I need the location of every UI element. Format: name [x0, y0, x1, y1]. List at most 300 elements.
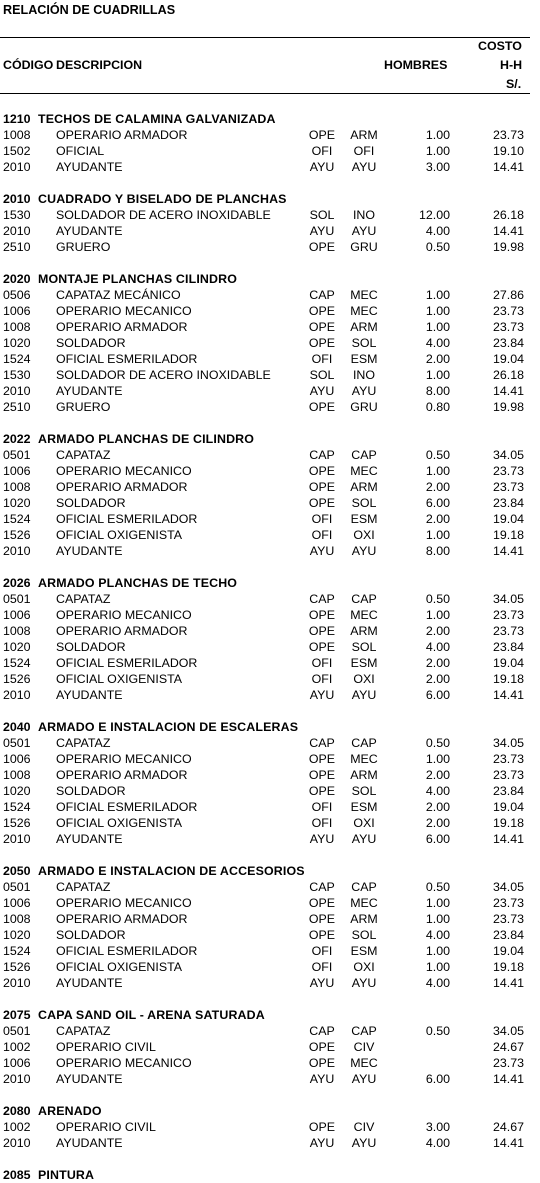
crew-group	[0, 575, 540, 719]
table-row	[0, 351, 540, 367]
row-subtype: OXI	[353, 672, 375, 686]
row-description: AYUDANTE	[56, 832, 123, 846]
row-hombres: 1.00	[425, 128, 450, 142]
row-code: 1008	[3, 768, 31, 782]
crew-group	[0, 1167, 540, 1183]
row-costo: 19.04	[492, 352, 524, 366]
table-row	[0, 895, 540, 911]
row-description: OFICIAL OXIGENISTA	[56, 672, 182, 686]
row-type: OFI	[311, 352, 333, 366]
row-costo: 24.67	[492, 1040, 524, 1054]
row-type: OPE	[308, 624, 336, 638]
row-costo: 23.84	[492, 640, 524, 654]
row-code: 1006	[3, 608, 31, 622]
group-title: CAPA SAND OIL - ARENA SATURADA	[38, 1008, 265, 1022]
row-hombres: 0.50	[425, 736, 450, 750]
row-code: 1008	[3, 912, 31, 926]
row-hombres: 1.00	[425, 320, 450, 334]
row-subtype: MEC	[350, 304, 378, 318]
row-hombres: 4.00	[425, 224, 450, 238]
row-type: CAP	[309, 288, 335, 302]
row-description: CAPATAZ	[56, 880, 111, 894]
row-costo: 19.04	[492, 512, 524, 526]
row-subtype: INO	[352, 208, 376, 222]
table-row	[0, 463, 540, 479]
row-subtype: ESM	[350, 512, 378, 526]
row-subtype: ARM	[350, 320, 378, 334]
row-hombres: 2.00	[425, 672, 450, 686]
row-code: 1020	[3, 336, 31, 350]
row-hombres: 6.00	[425, 832, 450, 846]
row-costo: 14.41	[492, 976, 524, 990]
row-code: 1008	[3, 624, 31, 638]
row-costo: 34.05	[492, 736, 524, 750]
table-row	[0, 511, 540, 527]
row-subtype: AYU	[351, 160, 377, 174]
group-header	[0, 1167, 540, 1183]
table-row	[0, 527, 540, 543]
row-costo: 23.84	[492, 496, 524, 510]
header-costo-line2: H-H	[500, 58, 523, 72]
group-code: 2075	[3, 1008, 31, 1022]
row-type: OFI	[311, 528, 333, 542]
row-hombres: 0.50	[425, 1024, 450, 1038]
row-hombres: 4.00	[425, 928, 450, 942]
table-row	[0, 1023, 540, 1039]
row-description: OPERARIO MECANICO	[56, 608, 192, 622]
row-description: SOLDADOR DE ACERO INOXIDABLE	[56, 208, 271, 222]
row-type: OFI	[311, 800, 333, 814]
row-costo: 23.73	[492, 128, 524, 142]
row-hombres: 2.00	[425, 352, 450, 366]
table-row	[0, 959, 540, 975]
row-description: OFICIAL ESMERILADOR	[56, 352, 198, 366]
row-hombres: 1.00	[425, 368, 450, 382]
row-costo: 19.04	[492, 800, 524, 814]
row-hombres: 1.00	[425, 464, 450, 478]
row-costo: 23.84	[492, 784, 524, 798]
row-costo: 19.98	[492, 240, 524, 254]
table-row	[0, 1135, 540, 1151]
row-code: 1526	[3, 960, 31, 974]
row-code: 1526	[3, 528, 31, 542]
row-description: OFICIAL OXIGENISTA	[56, 528, 182, 542]
row-subtype: ESM	[350, 656, 378, 670]
row-subtype: CAP	[351, 448, 377, 462]
row-hombres: 1.00	[425, 608, 450, 622]
row-subtype: SOL	[351, 928, 377, 942]
row-code: 2010	[3, 160, 31, 174]
row-costo: 23.73	[492, 464, 524, 478]
row-subtype: CIV	[353, 1120, 375, 1134]
row-description: CAPATAZ	[56, 736, 111, 750]
row-costo: 26.18	[492, 208, 524, 222]
row-type: OFI	[311, 656, 333, 670]
table-row	[0, 975, 540, 991]
table-row	[0, 911, 540, 927]
table-row	[0, 383, 540, 399]
table-row	[0, 1071, 540, 1087]
row-code: 2010	[3, 688, 31, 702]
row-type: OPE	[308, 784, 336, 798]
row-costo: 34.05	[492, 592, 524, 606]
row-type: OPE	[308, 896, 336, 910]
row-subtype: INO	[352, 368, 376, 382]
row-type: AYU	[309, 832, 335, 846]
table-row	[0, 751, 540, 767]
header-top-rule	[0, 37, 530, 38]
row-hombres: 6.00	[425, 1072, 450, 1086]
table-row	[0, 1055, 540, 1071]
row-hombres: 1.00	[425, 288, 450, 302]
group-title: ARMADO E INSTALACION DE ESCALERAS	[38, 720, 299, 734]
group-header	[0, 719, 540, 735]
row-costo: 19.10	[492, 144, 524, 158]
row-costo: 19.18	[492, 528, 524, 542]
group-title: ARMADO E INSTALACION DE ACCESORIOS	[38, 864, 305, 878]
table-row	[0, 367, 540, 383]
row-hombres: 8.00	[425, 384, 450, 398]
row-code: 2010	[3, 832, 31, 846]
row-type: OPE	[308, 768, 336, 782]
table-row	[0, 815, 540, 831]
table-row	[0, 143, 540, 159]
table-row	[0, 127, 540, 143]
row-hombres: 6.00	[425, 688, 450, 702]
row-subtype: GRU	[350, 240, 378, 254]
table-row	[0, 303, 540, 319]
row-subtype: ARM	[350, 912, 378, 926]
row-description: OFICIAL OXIGENISTA	[56, 816, 182, 830]
row-type: OFI	[311, 944, 333, 958]
crew-group	[0, 1007, 540, 1103]
row-code: 1524	[3, 656, 31, 670]
row-type: OPE	[308, 640, 336, 654]
row-code: 1020	[3, 784, 31, 798]
header-costo-line3: S/.	[506, 77, 522, 91]
group-spacer	[0, 255, 540, 271]
row-code: 1002	[3, 1040, 31, 1054]
crew-group	[0, 1103, 540, 1167]
row-code: 2010	[3, 544, 31, 558]
row-description: OPERARIO MECANICO	[56, 304, 192, 318]
row-code: 1020	[3, 928, 31, 942]
row-type: SOL	[309, 208, 335, 222]
group-code: 2022	[3, 432, 31, 446]
row-hombres: 4.00	[425, 784, 450, 798]
row-subtype: MEC	[350, 1056, 378, 1070]
row-description: OPERARIO CIVIL	[56, 1120, 156, 1134]
row-hombres: 0.50	[425, 592, 450, 606]
row-description: AYUDANTE	[56, 976, 123, 990]
row-costo: 23.73	[492, 624, 524, 638]
table-row	[0, 287, 540, 303]
row-code: 1526	[3, 816, 31, 830]
row-subtype: CAP	[351, 1024, 377, 1038]
table-row	[0, 591, 540, 607]
header-codigo: CÓDIGO	[3, 58, 54, 72]
row-type: CAP	[309, 880, 335, 894]
row-costo: 23.73	[492, 304, 524, 318]
row-description: SOLDADOR	[56, 784, 126, 798]
row-description: SOLDADOR	[56, 496, 126, 510]
row-subtype: MEC	[350, 608, 378, 622]
row-type: OPE	[308, 1040, 336, 1054]
row-code: 1008	[3, 480, 31, 494]
row-hombres: 6.00	[425, 496, 450, 510]
row-code: 1530	[3, 368, 31, 382]
row-type: OPE	[308, 1056, 336, 1070]
row-code: 1006	[3, 304, 31, 318]
row-subtype: OXI	[353, 816, 375, 830]
group-header	[0, 1103, 540, 1119]
row-code: 2010	[3, 224, 31, 238]
table-row	[0, 639, 540, 655]
row-code: 2510	[3, 400, 31, 414]
table-row	[0, 239, 540, 255]
row-hombres: 2.00	[425, 480, 450, 494]
row-hombres: 2.00	[425, 624, 450, 638]
group-spacer	[0, 559, 540, 575]
group-spacer	[0, 1151, 540, 1167]
table-row	[0, 927, 540, 943]
table-row	[0, 399, 540, 415]
table-row	[0, 799, 540, 815]
row-code: 2010	[3, 976, 31, 990]
row-type: OPE	[308, 1120, 336, 1134]
row-description: CAPATAZ	[56, 592, 111, 606]
row-hombres: 2.00	[425, 768, 450, 782]
row-description: AYUDANTE	[56, 1072, 123, 1086]
group-spacer	[0, 415, 540, 431]
row-subtype: CAP	[351, 592, 377, 606]
crew-group	[0, 271, 540, 431]
table-row	[0, 831, 540, 847]
row-hombres: 1.00	[425, 752, 450, 766]
row-hombres: 1.00	[425, 144, 450, 158]
row-hombres: 4.00	[425, 976, 450, 990]
row-code: 2010	[3, 1136, 31, 1150]
row-type: AYU	[309, 1136, 335, 1150]
row-hombres: 2.00	[425, 656, 450, 670]
crew-group	[0, 863, 540, 1007]
row-costo: 23.84	[492, 336, 524, 350]
row-hombres: 4.00	[425, 640, 450, 654]
row-code: 1020	[3, 496, 31, 510]
group-header	[0, 575, 540, 591]
crew-group	[0, 111, 540, 191]
table-row	[0, 767, 540, 783]
row-costo: 19.98	[492, 400, 524, 414]
group-code: 2026	[3, 576, 31, 590]
row-description: OFICIAL ESMERILADOR	[56, 944, 198, 958]
row-type: AYU	[309, 976, 335, 990]
group-title: MONTAJE PLANCHAS CILINDRO	[38, 272, 238, 286]
row-costo: 14.41	[492, 688, 524, 702]
table-row	[0, 335, 540, 351]
row-subtype: OXI	[353, 528, 375, 542]
row-code: 1524	[3, 944, 31, 958]
row-subtype: ARM	[350, 128, 378, 142]
row-description: OPERARIO MECANICO	[56, 464, 192, 478]
row-code: 2510	[3, 240, 31, 254]
row-description: OPERARIO ARMADOR	[56, 128, 188, 142]
table-row	[0, 943, 540, 959]
table-row	[0, 495, 540, 511]
row-description: AYUDANTE	[56, 1136, 123, 1150]
group-header	[0, 1007, 540, 1023]
row-code: 1006	[3, 1056, 31, 1070]
table-row	[0, 655, 540, 671]
crew-group	[0, 191, 540, 271]
group-code: 2020	[3, 272, 31, 286]
row-subtype: AYU	[351, 976, 377, 990]
row-costo: 27.86	[492, 288, 524, 302]
row-subtype: ESM	[350, 944, 378, 958]
row-type: OPE	[308, 128, 336, 142]
table-row	[0, 543, 540, 559]
group-spacer	[0, 1087, 540, 1103]
row-description: OPERARIO CIVIL	[56, 1040, 156, 1054]
row-type: OFI	[311, 512, 333, 526]
table-row	[0, 735, 540, 751]
row-description: AYUDANTE	[56, 384, 123, 398]
row-description: OPERARIO ARMADOR	[56, 624, 188, 638]
row-type: OPE	[308, 928, 336, 942]
row-hombres: 0.80	[425, 400, 450, 414]
row-type: AYU	[309, 160, 335, 174]
row-code: 1020	[3, 640, 31, 654]
row-code: 2010	[3, 1072, 31, 1086]
table-row	[0, 479, 540, 495]
row-type: OPE	[308, 496, 336, 510]
row-description: GRUERO	[56, 400, 111, 414]
row-costo: 34.05	[492, 448, 524, 462]
group-title: ARENADO	[38, 1104, 102, 1118]
row-type: CAP	[309, 592, 335, 606]
row-hombres: 2.00	[425, 512, 450, 526]
row-subtype: AYU	[351, 384, 377, 398]
table-row	[0, 783, 540, 799]
row-description: OPERARIO MECANICO	[56, 1056, 192, 1070]
row-code: 1524	[3, 800, 31, 814]
row-hombres: 1.00	[425, 528, 450, 542]
row-code: 2010	[3, 384, 31, 398]
header-hombres: HOMBRES	[384, 58, 448, 72]
row-subtype: SOL	[351, 336, 377, 350]
row-type: OFI	[311, 960, 333, 974]
row-type: OPE	[308, 240, 336, 254]
table-row	[0, 879, 540, 895]
row-costo: 34.05	[492, 880, 524, 894]
crew-group	[0, 431, 540, 575]
table-row	[0, 447, 540, 463]
row-description: OPERARIO MECANICO	[56, 752, 192, 766]
group-code: 2085	[3, 1168, 31, 1182]
row-code: 1006	[3, 464, 31, 478]
row-hombres: 2.00	[425, 816, 450, 830]
row-subtype: AYU	[351, 224, 377, 238]
row-type: AYU	[309, 384, 335, 398]
row-description: OFICIAL ESMERILADOR	[56, 800, 198, 814]
row-description: AYUDANTE	[56, 224, 123, 238]
row-hombres: 2.00	[425, 800, 450, 814]
row-type: CAP	[309, 736, 335, 750]
row-description: CAPATAZ	[56, 448, 111, 462]
row-subtype: ARM	[350, 624, 378, 638]
row-costo: 24.67	[492, 1120, 524, 1134]
row-code: 1524	[3, 352, 31, 366]
row-costo: 23.84	[492, 928, 524, 942]
table-row	[0, 607, 540, 623]
group-code: 1210	[3, 112, 31, 126]
group-code: 2040	[3, 720, 31, 734]
row-costo: 14.41	[492, 224, 524, 238]
row-type: AYU	[309, 544, 335, 558]
table-row	[0, 1119, 540, 1135]
group-code: 2010	[3, 192, 31, 206]
row-type: OPE	[308, 400, 336, 414]
row-description: OPERARIO ARMADOR	[56, 480, 188, 494]
row-description: GRUERO	[56, 240, 111, 254]
row-description: CAPATAZ	[56, 1024, 111, 1038]
row-subtype: OXI	[353, 960, 375, 974]
row-hombres: 1.00	[425, 896, 450, 910]
page-title: RELACIÓN DE CUADRILLAS	[3, 3, 176, 17]
row-type: AYU	[309, 688, 335, 702]
row-code: 0506	[3, 288, 31, 302]
row-code: 1524	[3, 512, 31, 526]
row-code: 0501	[3, 880, 31, 894]
row-costo: 23.73	[492, 768, 524, 782]
row-type: CAP	[309, 1024, 335, 1038]
group-code: 2080	[3, 1104, 31, 1118]
row-type: OFI	[311, 816, 333, 830]
row-type: OPE	[308, 336, 336, 350]
row-subtype: ESM	[350, 800, 378, 814]
row-subtype: AYU	[351, 1136, 377, 1150]
row-subtype: SOL	[351, 496, 377, 510]
group-header	[0, 111, 540, 127]
row-hombres: 1.00	[425, 944, 450, 958]
row-hombres: 3.00	[425, 160, 450, 174]
row-description: OFICIAL ESMERILADOR	[56, 656, 198, 670]
row-description: AYUDANTE	[56, 544, 123, 558]
row-subtype: AYU	[351, 1072, 377, 1086]
row-subtype: AYU	[351, 688, 377, 702]
row-hombres: 1.00	[425, 304, 450, 318]
row-code: 0501	[3, 592, 31, 606]
row-code: 1008	[3, 128, 31, 142]
row-costo: 14.41	[492, 832, 524, 846]
table-row	[0, 207, 540, 223]
row-subtype: ARM	[350, 480, 378, 494]
row-subtype: AYU	[351, 544, 377, 558]
row-type: OFI	[311, 144, 333, 158]
row-costo: 14.41	[492, 544, 524, 558]
row-description: CAPATAZ MECÁNICO	[56, 288, 181, 302]
row-costo: 34.05	[492, 1024, 524, 1038]
row-costo: 14.41	[492, 160, 524, 174]
row-code: 0501	[3, 1024, 31, 1038]
group-code: 2050	[3, 864, 31, 878]
row-hombres: 3.00	[425, 1120, 450, 1134]
row-hombres: 1.00	[425, 960, 450, 974]
crew-group	[0, 719, 540, 863]
row-type: CAP	[309, 448, 335, 462]
row-costo: 23.73	[492, 320, 524, 334]
row-costo: 19.18	[492, 672, 524, 686]
